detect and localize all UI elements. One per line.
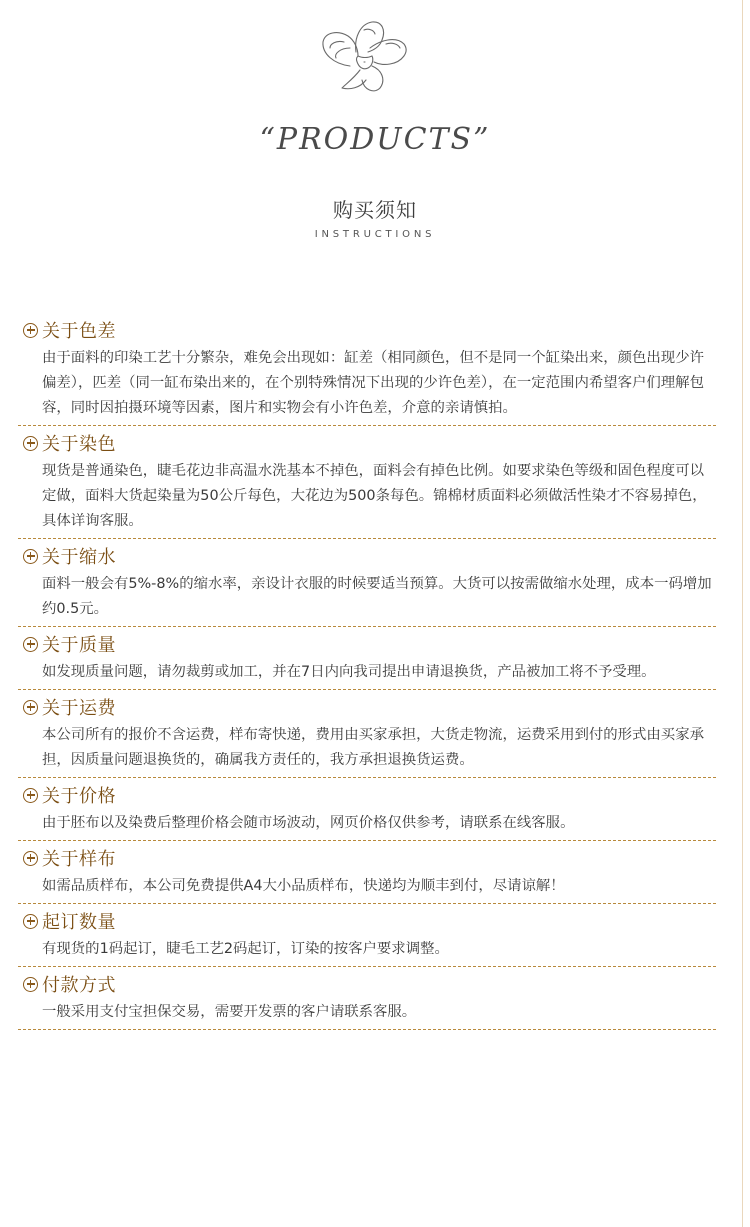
section-color-difference (18, 313, 716, 426)
section-title: 关于缩水 (42, 547, 116, 568)
section-body: 面料一般会有5%-8%的缩水率，亲设计衣服的时候要适当预算。大货可以按需做缩水处理，成本一码增加约0.5元。 (42, 576, 712, 617)
section-header (18, 316, 716, 344)
section-payment (18, 967, 716, 1030)
section-body: 一般采用支付宝担保交易，需要开发票的客户请联系客服。 (42, 1004, 417, 1020)
circle-plus-icon (23, 637, 38, 652)
section-header (18, 970, 716, 998)
section-title: 付款方式 (42, 975, 116, 996)
circle-plus-icon (23, 851, 38, 866)
section-title: 关于运费 (42, 698, 116, 719)
page-subtitle: INSTRUCTIONS (314, 229, 436, 240)
circle-plus-icon (23, 788, 38, 803)
circle-plus-icon (23, 436, 38, 451)
section-body: 如发现质量问题，请勿裁剪或加工，并在7日内向我司提出申请退换货，产品被加工将不予受理。 (42, 664, 656, 680)
section-title: 关于质量 (42, 635, 116, 656)
section-shipping (18, 690, 716, 778)
section-dyeing (18, 426, 716, 539)
section-header (18, 693, 716, 721)
section-header (18, 542, 716, 570)
section-header (18, 844, 716, 872)
right-edge-decoration (742, 0, 743, 1227)
section-body: 有现货的1码起订，睫毛工艺2码起订，订染的按客户要求调整。 (42, 941, 449, 957)
circle-plus-icon (23, 549, 38, 564)
section-title: 起订数量 (42, 912, 116, 933)
section-body: 由于胚布以及染费后整理价格会随市场波动，网页价格仅供参考，请联系在线客服。 (42, 815, 575, 831)
section-title: 关于价格 (42, 786, 116, 807)
section-quality (18, 627, 716, 690)
circle-plus-icon (23, 914, 38, 929)
section-body: 本公司所有的报价不含运费，样布寄快递，费用由买家承担，大货走物流，运费采用到付的形式由买家承担，因质量问题退换货的，确属我方责任的，我方承担退换货运费。 (42, 727, 704, 768)
products-heading: “PRODUCTS” (259, 122, 491, 157)
circle-plus-icon (23, 977, 38, 992)
section-minimum-order (18, 904, 716, 967)
page-title: 购买须知 (333, 198, 417, 222)
section-body: 如需品质样布，本公司免费提供A4大小品质样布，快递均为顺丰到付，尽请谅解！ (42, 878, 565, 894)
instruction-sections (18, 313, 716, 1030)
section-body: 由于面料的印染工艺十分繁杂，难免会出现如：缸差（相同颜色，但不是同一个缸染出来，颜色出现少许偏差），匹差（同一缸布染出来的，在个别特殊情况下出现的少许色差），在一定范围内希望客户们理解包容，同时因拍摄环境等因素，图片和实物会有小许色差，介意的亲请慎拍。 (42, 350, 704, 416)
section-header (18, 429, 716, 457)
section-title: 关于染色 (42, 434, 116, 455)
section-header (18, 630, 716, 658)
circle-plus-icon (23, 323, 38, 338)
section-shrinkage (18, 539, 716, 627)
section-header (18, 907, 716, 935)
section-title: 关于样布 (42, 849, 116, 870)
section-body: 现货是普通染色，睫毛花边非高温水洗基本不掉色，面料会有掉色比例。如要求染色等级和固色程度可以定做，面料大货起染量为50公斤每色，大花边为500条每色。锦棉材质面料必须做活性染才不容易掉色，具体详询客服。 (42, 463, 707, 529)
flower-outline-icon (320, 18, 410, 94)
section-sample (18, 841, 716, 904)
section-header (18, 781, 716, 809)
section-title: 关于色差 (42, 321, 116, 342)
section-price (18, 778, 716, 841)
circle-plus-icon (23, 700, 38, 715)
